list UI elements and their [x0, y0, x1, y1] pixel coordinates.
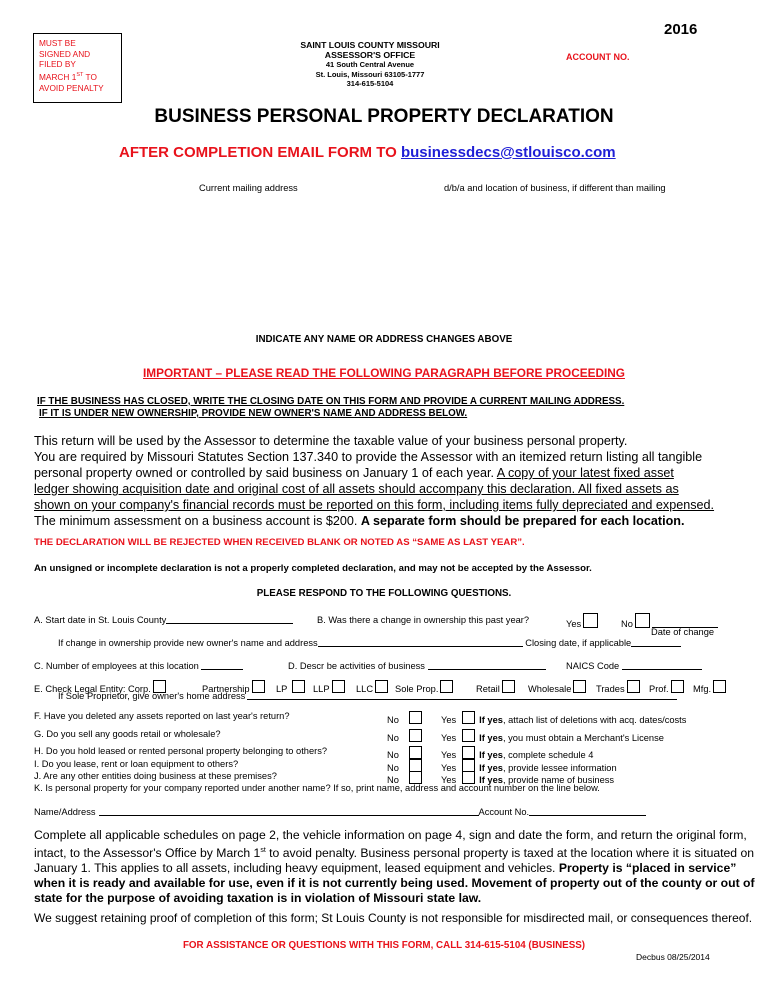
date-of-change-label: Date of change	[651, 627, 715, 637]
completion-paragraph	[34, 828, 755, 906]
entity-sole-prop: Sole Prop.	[395, 680, 453, 694]
entity-llc: LLC	[356, 680, 390, 694]
start-date-field[interactable]	[166, 623, 293, 624]
question-f-no: No	[387, 711, 422, 725]
owner-change-line: If change in ownership provide new owner's name and address Closing date, if applicable	[58, 638, 681, 648]
dba-address-area[interactable]	[444, 198, 704, 318]
business-activities-field[interactable]	[428, 669, 546, 670]
entity-llp: LLP	[313, 680, 345, 694]
intro-line: This return will be used by the Assessor to determine the taxable value of your business personal property.	[34, 434, 628, 448]
intro-paragraph	[34, 433, 734, 529]
entity-partnership: Partnership	[202, 680, 265, 694]
question-j-yes: Yes If yes, provide name of business	[441, 771, 614, 785]
type-mfg-checkbox[interactable]	[713, 680, 726, 693]
closed-business-instruction: IF THE BUSINESS HAS CLOSED, WRITE THE CLOSING DATE ON THIS FORM AND PROVIDE A CURRENT MAILING ADDRESS.	[37, 396, 625, 407]
employees-field[interactable]	[201, 669, 243, 670]
question-f: F. Have you deleted any assets reported on last year's return?	[34, 711, 290, 721]
intro-line: ledger showing acquisition date and original cost of all assets should accompany this declaration. All fixed assets as	[34, 482, 679, 496]
type-wholesale: Wholesale	[528, 680, 586, 694]
question-g: G. Do you sell any goods retail or wholesale?	[34, 729, 221, 739]
office-name: ASSESSOR'S OFFICE	[324, 50, 416, 60]
question-h-yes-checkbox[interactable]	[462, 746, 475, 759]
penalty-warning-box	[33, 33, 122, 103]
naics-code: NAICS Code	[566, 661, 702, 671]
question-i-no: No	[387, 759, 422, 773]
sole-proprietor-note: If Sole Proprietor, give owner's home address	[58, 691, 677, 701]
question-h: H. Do you hold leased or rented personal property belonging to others?	[34, 746, 328, 756]
type-prof: Prof.	[649, 680, 684, 694]
question-i-yes: Yes If yes, provide lessee information	[441, 759, 617, 773]
warning-line: AVOID PENALTY	[39, 82, 104, 93]
ownership-yes: Yes	[566, 613, 598, 629]
unsigned-warning: An unsigned or incomplete declaration is not a properly completed declaration, and may not be accepted by the Assessor.	[34, 563, 592, 574]
new-owner-field[interactable]	[318, 646, 523, 647]
other-name-address-field[interactable]	[99, 815, 479, 816]
question-h-yes: Yes If yes, complete schedule 4	[441, 746, 593, 760]
question-g-yes: Yes If yes, you must obtain a Merchant's License	[441, 729, 664, 743]
rejection-warning: THE DECLARATION WILL BE REJECTED WHEN RECEIVED BLANK OR NOTED AS “SAME AS LAST YEAR”.	[34, 537, 525, 548]
entity-lp: LP	[276, 680, 305, 694]
warning-line: FILED BY	[39, 59, 76, 70]
ownership-yes-checkbox[interactable]	[583, 613, 598, 628]
intro-line: You are required by Missouri Statutes Section 137.340 to provide the Assessor with an itemized return listing all tangible	[34, 450, 703, 464]
office-city: St. Louis, Missouri 63105-1777	[315, 69, 425, 79]
warning-line: MARCH 1ST TO	[39, 71, 97, 82]
completion-line: state for the purpose of avoiding taxation is in violation of Missouri state law.	[34, 891, 482, 906]
completion-line: intact, to the Assessor's Office by March 1st to avoid penalty. Business personal property is taxed at the location where it is situated on	[34, 846, 755, 861]
question-h-no: No	[387, 746, 422, 760]
retain-proof-note: We suggest retaining proof of completion of this form; St Louis County is not responsible for misdirected mail, or consequences thereof.	[34, 911, 753, 925]
ownership-no: No	[621, 613, 718, 629]
form-code: Decbus 08/25/2014	[636, 952, 710, 962]
office-phone: 314-615-5104	[346, 79, 394, 88]
question-g-yes-checkbox[interactable]	[462, 729, 475, 742]
question-c: C. Number of employees at this location	[34, 661, 243, 671]
type-trades: Trades	[596, 680, 640, 694]
page-title: BUSINESS PERSONAL PROPERTY DECLARATION	[154, 106, 614, 127]
question-d: D. Descr be activities of business	[288, 661, 546, 671]
question-k: K. Is personal property for your company reported under another name? If so, print name, address and account number on the line below.	[34, 783, 600, 793]
question-i: I. Do you lease, rent or loan equipment to others?	[34, 759, 239, 769]
assistance-line: FOR ASSISTANCE OR QUESTIONS WITH THIS FORM, CALL 314-615-5104 (BUSINESS)	[182, 940, 586, 951]
question-j-no: No	[387, 771, 422, 785]
dba-address-label: d/b/a and location of business, if different than mailing	[444, 183, 666, 193]
question-e: E. Check Legal Entity: Corp.	[34, 680, 166, 694]
question-g-no: No	[387, 729, 422, 743]
owner-home-address-field[interactable]	[247, 699, 677, 700]
new-ownership-instruction: IF IT IS UNDER NEW OWNERSHIP, PROVIDE NEW OWNER'S NAME AND ADDRESS BELOW.	[39, 408, 468, 419]
question-f-yes: Yes If yes, attach list of deletions with acq. dates/costs	[441, 711, 686, 725]
type-mfg: Mfg.	[693, 680, 726, 694]
address-changes-note: INDICATE ANY NAME OR ADDRESS CHANGES ABOVE	[255, 334, 513, 345]
completion-line: when it is ready and available for use, even if it is not currently being used. Movement of property out of the county or out of	[34, 876, 755, 891]
question-h-no-checkbox[interactable]	[409, 746, 422, 759]
office-street: 41 South Central Avenue	[325, 60, 415, 69]
question-j: J. Are any other entities doing business at these premises?	[34, 771, 277, 781]
warning-line: SIGNED AND	[39, 48, 91, 59]
question-g-no-checkbox[interactable]	[409, 729, 422, 742]
email-instruction	[119, 144, 616, 161]
intro-line: personal property owned or controlled by said business on January 1 of each year. A copy of your latest fixed asset	[34, 466, 674, 480]
office-county: SAINT LOUIS COUNTY MISSOURI	[300, 40, 440, 50]
form-year: 2016	[664, 21, 698, 38]
question-a: A. Start date in St. Louis County	[34, 615, 293, 625]
email-link[interactable]: businessdecs@stlouisco.com	[400, 144, 616, 161]
email-prefix: AFTER COMPLETION EMAIL FORM TO	[119, 144, 401, 161]
question-b: B. Was there a change in ownership this past year?	[317, 615, 530, 625]
other-name-line: Name/Address Account No.	[34, 807, 646, 817]
warning-line: MUST BE	[39, 38, 76, 48]
naics-code-field[interactable]	[622, 669, 702, 670]
account-number-label: ACCOUNT NO.	[566, 52, 630, 62]
completion-line: January 1. This applies to all assets, including heavy equipment, leased equipment and vehicles. Property is “placed in service”	[34, 861, 737, 876]
office-header	[270, 40, 470, 89]
important-notice: IMPORTANT – PLEASE READ THE FOLLOWING PARAGRAPH BEFORE PROCEEDING	[143, 366, 625, 380]
intro-line: shown on your company's financial records must be reported on this form, including items fully depreciated and expensed.	[34, 498, 715, 512]
type-retail: Retail	[476, 680, 515, 694]
question-f-no-checkbox[interactable]	[409, 711, 422, 724]
question-f-yes-checkbox[interactable]	[462, 711, 475, 724]
mailing-address-area[interactable]	[199, 198, 419, 318]
closing-date-field[interactable]	[631, 646, 681, 647]
completion-line: Complete all applicable schedules on page 2, the vehicle information on page 4, sign and date the form, and return the original form,	[34, 828, 747, 842]
respond-heading: PLEASE RESPOND TO THE FOLLOWING QUESTIONS.	[256, 588, 512, 599]
mailing-address-label: Current mailing address	[199, 183, 298, 193]
other-account-number-field[interactable]	[529, 815, 646, 816]
intro-line: The minimum assessment on a business account is $200. A separate form should be prepared for each location.	[34, 514, 685, 528]
ownership-no-checkbox[interactable]	[635, 613, 650, 628]
